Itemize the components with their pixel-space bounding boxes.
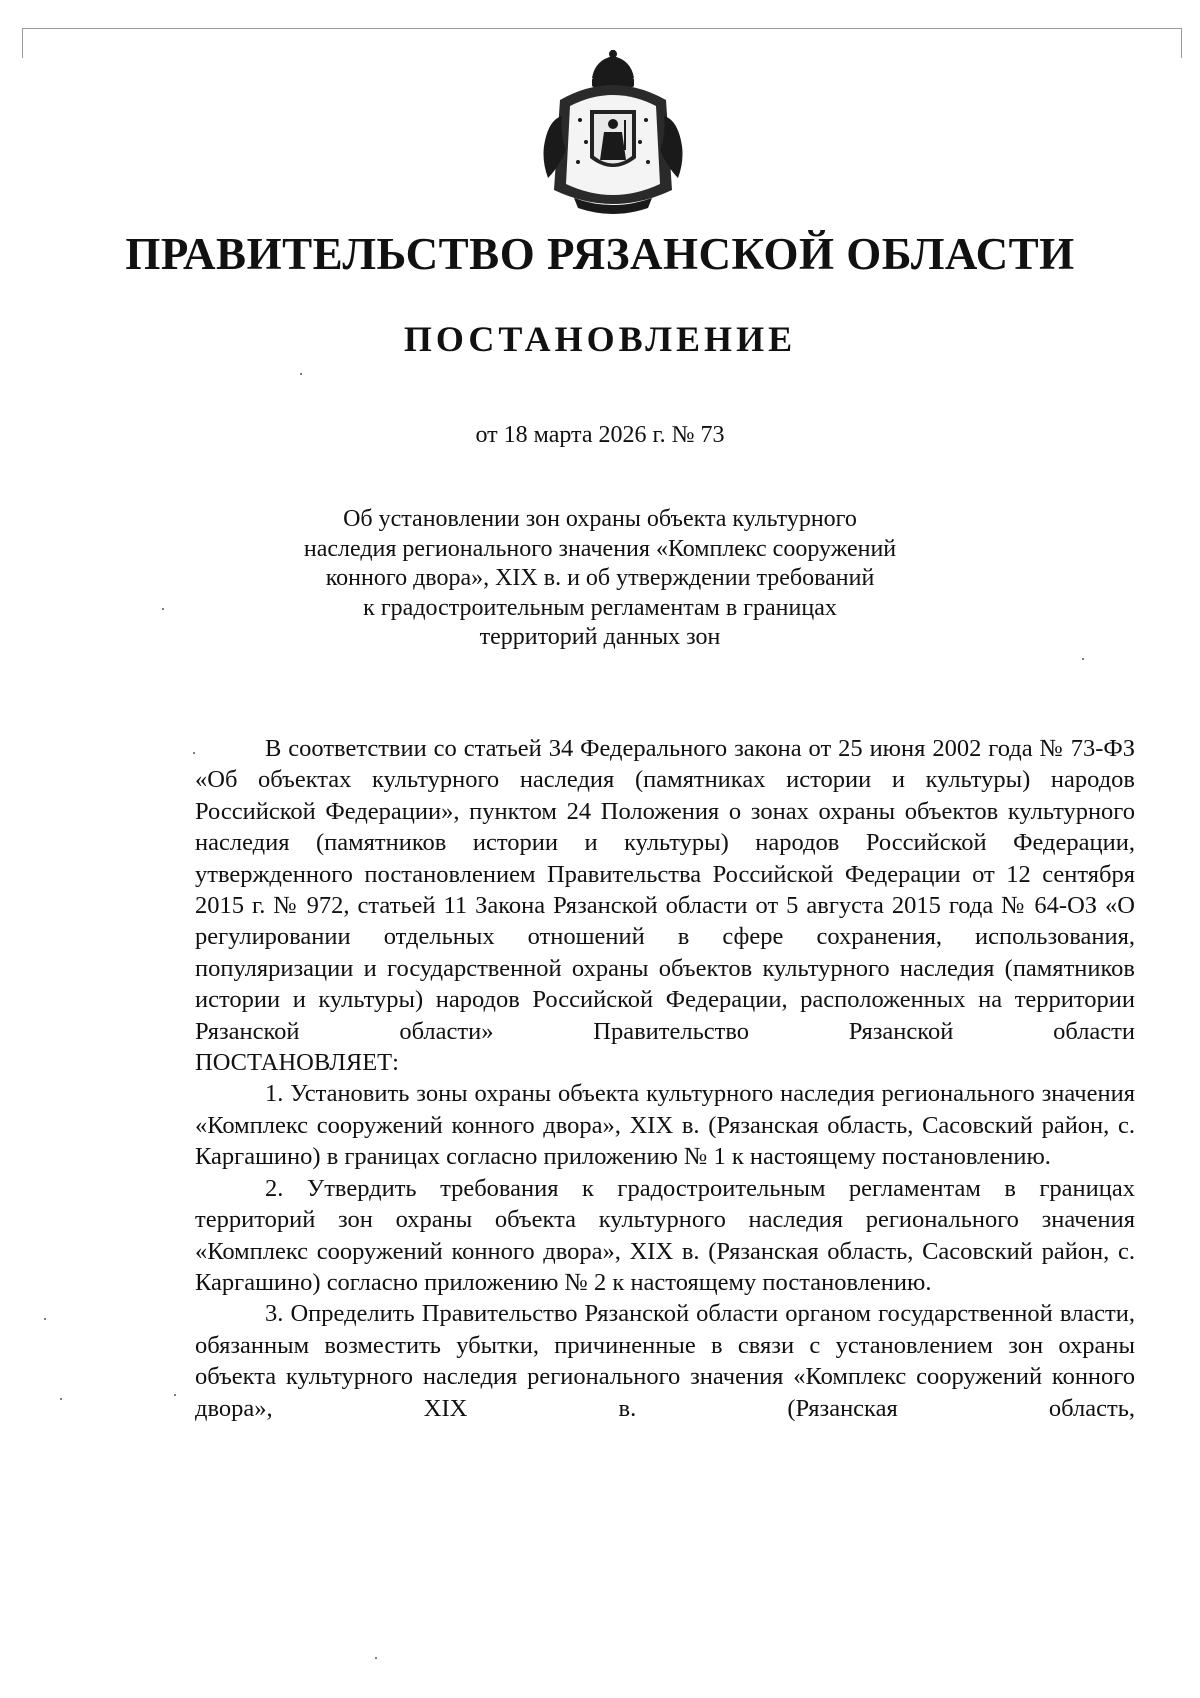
scan-speck — [300, 373, 302, 375]
clause-2-paragraph: 2. Утвердить требования к градостроительным регламентам в границах территорий зон охраны объекта культурного наследия регионального значения «Комплекс сооружений конного двора», XIX в. (Рязанская область, Сасовский район, с. Каргашино) согласно приложению № 2 к настоящему постановлению. — [195, 1174, 1135, 1296]
document-body — [195, 733, 1135, 1424]
scan-speck — [60, 1398, 62, 1400]
scan-speck — [1082, 658, 1084, 660]
clause-1-paragraph: 1. Установить зоны охраны объекта культурного наследия регионального значения «Комплекс сооружений конного двора», XIX в. (Рязанская область, Сасовский район, с. Каргашино) в границах согласно приложению № 1 к настоящему постановлению. — [195, 1080, 1135, 1171]
scan-edge-right — [1181, 28, 1182, 58]
subject-line: Об установлении зон охраны объекта культурного — [343, 506, 857, 532]
scan-speck — [174, 1394, 176, 1396]
scan-speck — [375, 1657, 377, 1659]
document-date-number: от 18 марта 2026 г. № 73 — [475, 422, 725, 448]
scan-speck — [44, 1318, 46, 1320]
subject-line: наследия регионального значения «Комплекс сооружений — [303, 535, 897, 562]
scan-edge — [22, 28, 1182, 29]
scan-speck — [193, 752, 195, 754]
subject-line: территорий данных зон — [479, 624, 721, 650]
document-type-title: ПОСТАНОВЛЕНИЕ — [403, 319, 797, 359]
document-subject — [270, 505, 930, 653]
preamble-paragraph: В соответствии со статьей 34 Федерального закона от 25 июня 2002 года № 73-ФЗ «Об объектах культурного наследия (памятниках истории и культуры) народов Российской Федерации», пунктом 24 Положения о зонах охраны объектов культурного наследия (памятников истории и культуры) народов Российской Федерации, утвержденного постановлением Правительства Российской Федерации от 12 сентября 2015 г. № 972, статьей 11 Закона Рязанской области от 5 августа 2015 года № 64-ОЗ «О регулировании отдельных отношений в сфере сохранения, использования, популяризации и государственной охраны объектов культурного наследия (памятников истории и культуры) народов Российской Федерации, расположенных на территории Рязанской области» Правительство Рязанской области — [195, 735, 1135, 1045]
clause-3-paragraph: 3. Определить Правительство Рязанской области органом государственной власти, обязанным возместить убытки, причиненные в связи с установлением зон охраны объекта культурного наследия регионального значения «Комплекс сооружений конного двора», XIX в. (Рязанская область, — [195, 1300, 1135, 1422]
scan-edge-left — [22, 28, 23, 58]
coat-of-arms-icon — [540, 50, 686, 218]
subject-line: к градостроительным регламентам в границах — [363, 594, 837, 621]
resolution-keyword: ПОСТАНОВЛЯЕТ: — [195, 1049, 399, 1077]
government-title: ПРАВИТЕЛЬСТВО РЯЗАНСКОЙ ОБЛАСТИ — [125, 229, 1075, 279]
scan-speck — [162, 608, 164, 610]
subject-line: конного двора», XIX в. и об утверждении требований — [325, 565, 875, 591]
